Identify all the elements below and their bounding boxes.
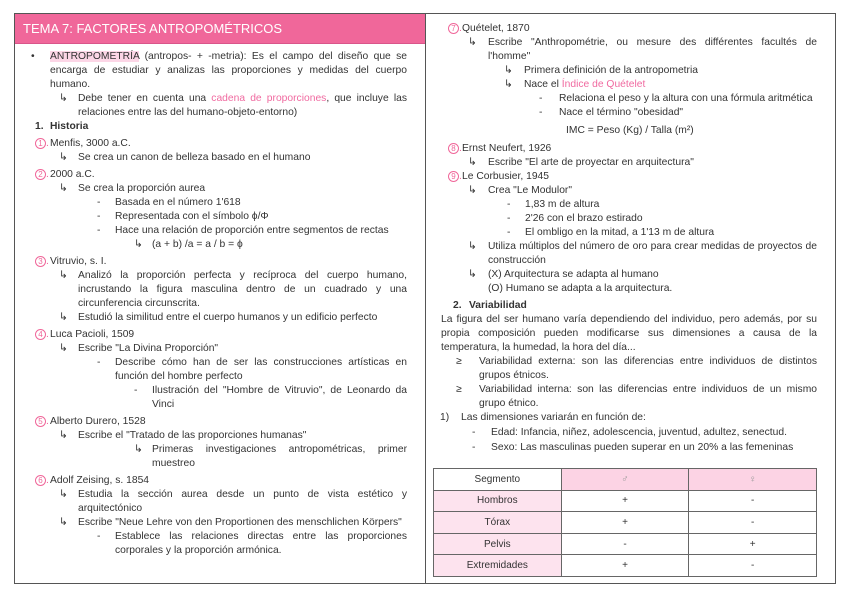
timeline-item bbox=[15, 168, 425, 182]
dot: . bbox=[46, 475, 49, 486]
arrow-icon: ↳ bbox=[504, 65, 513, 76]
table-row bbox=[434, 512, 817, 534]
list-item bbox=[426, 212, 835, 226]
cell: Tórax bbox=[434, 512, 562, 534]
list-number: 1) bbox=[440, 412, 450, 423]
text: El ombligo en la mitad, a 1'13 m de altura bbox=[525, 227, 715, 238]
segment-table bbox=[433, 468, 817, 577]
timeline-item bbox=[426, 22, 835, 36]
list-item bbox=[426, 92, 835, 106]
list-item bbox=[426, 198, 835, 212]
text: Escribe "La Divina Proporción" bbox=[78, 343, 219, 354]
list-item bbox=[426, 156, 835, 170]
male-icon: ♂ bbox=[561, 469, 689, 491]
list-item bbox=[15, 516, 425, 530]
page-title: TEMA 7: FACTORES ANTROPOMÉTRICOS bbox=[15, 14, 425, 44]
dash: - bbox=[539, 93, 543, 104]
list-item bbox=[15, 530, 425, 558]
header-segmento: Segmento bbox=[434, 469, 562, 491]
section-number: 2. bbox=[453, 300, 462, 311]
section-title: Variabilidad bbox=[469, 300, 527, 311]
text: Edad: Infancia, niñez, adolescencia, juventud, adultez, senectud. bbox=[491, 427, 787, 438]
dot: . bbox=[459, 143, 462, 154]
list-item bbox=[426, 282, 835, 296]
right-page bbox=[425, 13, 836, 584]
text: (a + b) /a = a / b = ϕ bbox=[152, 239, 243, 250]
dot: . bbox=[46, 138, 49, 149]
list-item bbox=[426, 184, 835, 198]
list-item bbox=[15, 356, 425, 384]
item-title: Menfis, 3000 a.C. bbox=[50, 138, 131, 149]
list-item bbox=[426, 441, 835, 455]
circled-number-icon: 4 bbox=[35, 329, 46, 340]
cell: Hombros bbox=[434, 490, 562, 512]
arrow-icon: ↳ bbox=[468, 157, 477, 168]
text: Se crea la proporción aurea bbox=[78, 183, 206, 194]
text: Crea "Le Modulor" bbox=[488, 185, 573, 196]
definition-text: (antropos- + -metria): Es el campo del diseño que se encarga de estudiar y analizas las proporciones y medidas del cuerpo humano. bbox=[50, 51, 407, 90]
text: Escribe "Neue Lehre von den Proportionen des menschlichen Körpers" bbox=[78, 517, 402, 528]
list-item bbox=[15, 224, 425, 238]
text: Representada con el símbolo ϕ/Φ bbox=[115, 211, 269, 222]
list-item bbox=[426, 106, 835, 120]
imc-formula: IMC = Peso (Kg) / Talla (m²) bbox=[566, 125, 694, 136]
circled-number-icon: 6 bbox=[35, 475, 46, 486]
item-title: Vitruvio, s. I. bbox=[50, 256, 107, 267]
list-item bbox=[15, 269, 425, 311]
ge-icon: ≥ bbox=[456, 356, 462, 367]
arrow-icon: ↳ bbox=[468, 185, 477, 196]
timeline-item bbox=[426, 170, 835, 184]
arrow-icon: ↳ bbox=[59, 489, 68, 500]
text: Sexo: Las masculinas pueden superar en un 20% a las femeninas bbox=[491, 442, 794, 453]
list-item bbox=[15, 384, 425, 412]
text: Basada en el número 1'618 bbox=[115, 197, 241, 208]
highlight-text: Índice de Quételet bbox=[561, 79, 646, 90]
text: Estudia la sección aurea desde un punto de vista estético y arquitectónico bbox=[78, 489, 407, 514]
text: Relaciona el peso y la altura con una fórmula aritmética bbox=[559, 93, 813, 104]
circled-number-icon: 7 bbox=[448, 23, 459, 34]
circled-number-icon: 5 bbox=[35, 416, 46, 427]
dash: - bbox=[97, 211, 101, 222]
dot: . bbox=[46, 169, 49, 180]
cell: Extremidades bbox=[434, 555, 562, 577]
text: Analizó la proporción perfecta y recíproca del cuerpo humano, incrustando la figura masculina dentro de un cuadrado y una circunferencia circunscrita. bbox=[78, 270, 407, 309]
arrow-icon: ↳ bbox=[59, 343, 68, 354]
cell: - bbox=[689, 512, 817, 534]
list-item bbox=[426, 240, 835, 268]
dot: . bbox=[459, 171, 462, 182]
arrow-icon: ↳ bbox=[59, 270, 68, 281]
arrow-icon: ↳ bbox=[468, 269, 477, 280]
term-highlight: ANTROPOMETRÍA bbox=[50, 51, 140, 62]
list-item bbox=[426, 36, 835, 64]
cell: + bbox=[561, 555, 689, 577]
text: Describe cómo han de ser las construcciones artísticas en función del hombre perfecto bbox=[115, 357, 407, 382]
text: Escribe "Anthropométrie, ou mesure des différentes facultés de l'homme" bbox=[488, 37, 817, 62]
item-title: 2000 a.C. bbox=[50, 169, 95, 180]
cell: - bbox=[689, 490, 817, 512]
text: Variabilidad interna: son las diferencias entre individuos de un mismo grupo étnico. bbox=[479, 384, 817, 409]
section-heading bbox=[15, 120, 425, 134]
text: Escribe el "Tratado de las proporciones humanas" bbox=[78, 430, 307, 441]
timeline-item bbox=[15, 137, 425, 151]
arrow-icon: ↳ bbox=[59, 93, 68, 104]
text: Hace una relación de proporción entre segmentos de rectas bbox=[115, 225, 389, 236]
circled-number-icon: 2 bbox=[35, 169, 46, 180]
text: Escribe "El arte de proyectar en arquitectura" bbox=[488, 157, 694, 168]
table-row bbox=[434, 490, 817, 512]
arrow-icon: ↳ bbox=[504, 79, 513, 90]
list-item bbox=[426, 383, 835, 411]
arrow-icon: ↳ bbox=[59, 312, 68, 323]
arrow-icon: ↳ bbox=[59, 517, 68, 528]
female-icon: ♀ bbox=[689, 469, 817, 491]
cell: + bbox=[689, 533, 817, 555]
list-item bbox=[15, 429, 425, 443]
dash: - bbox=[472, 442, 476, 453]
item-title: Quételet, 1870 bbox=[462, 23, 530, 34]
dash: - bbox=[539, 107, 543, 118]
list-item bbox=[15, 182, 425, 196]
text: Estudió la similitud entre el cuerpo humanos y un edificio perfecto bbox=[78, 312, 378, 323]
cell: Pelvis bbox=[434, 533, 562, 555]
section-number: 1. bbox=[35, 121, 44, 132]
dash: - bbox=[507, 227, 511, 238]
text: Primera definición de la antropometria bbox=[524, 65, 698, 76]
cell: + bbox=[561, 512, 689, 534]
circled-number-icon: 3 bbox=[35, 256, 46, 267]
cell: - bbox=[689, 555, 817, 577]
section-heading bbox=[426, 299, 835, 313]
text: Establece las relaciones directas entre las proporciones corporales y la proporción armónica. bbox=[115, 531, 407, 556]
list-item bbox=[15, 196, 425, 210]
circled-number-icon: 1 bbox=[35, 138, 46, 149]
list-item bbox=[15, 443, 425, 471]
item-title: Alberto Durero, 1528 bbox=[50, 416, 146, 427]
list-item bbox=[15, 342, 425, 356]
text: Nace el bbox=[524, 79, 562, 90]
text: 1,83 m de altura bbox=[525, 199, 600, 210]
timeline-item bbox=[15, 474, 425, 488]
list-item bbox=[426, 64, 835, 78]
ge-icon: ≥ bbox=[456, 384, 462, 395]
paragraph: La figura del ser humano varía dependiendo del individuo, pero además, por su propia composición pueden modificarse sus dimensiones a causa de la temperatura, la humedad, la hora del día... bbox=[441, 314, 817, 353]
table-header bbox=[434, 469, 817, 491]
list-item bbox=[15, 151, 425, 165]
item-title: Luca Pacioli, 1509 bbox=[50, 329, 135, 340]
list-item bbox=[426, 268, 835, 282]
dash: - bbox=[472, 427, 476, 438]
dot: . bbox=[459, 23, 462, 34]
circled-number-icon: 8 bbox=[448, 143, 459, 154]
table-row bbox=[434, 555, 817, 577]
formula bbox=[15, 238, 425, 252]
dot: . bbox=[46, 329, 49, 340]
dash: - bbox=[507, 199, 511, 210]
text: 2'26 con el brazo estirado bbox=[525, 213, 643, 224]
timeline-item bbox=[15, 415, 425, 429]
dot: . bbox=[46, 416, 49, 427]
arrow-icon: ↳ bbox=[59, 183, 68, 194]
item-title: Ernst Neufert, 1926 bbox=[462, 143, 552, 154]
cell: - bbox=[561, 533, 689, 555]
text: Se crea un canon de belleza basado en el humano bbox=[78, 152, 311, 163]
dash: - bbox=[97, 225, 101, 236]
list-item bbox=[426, 426, 835, 440]
text: Nace el término "obesidad" bbox=[559, 107, 684, 118]
dash: - bbox=[507, 213, 511, 224]
text: Variabilidad externa: son las diferencias entre individuos de distintos grupos étnicos. bbox=[479, 356, 817, 381]
arrow-icon: ↳ bbox=[468, 37, 477, 48]
dash: - bbox=[97, 357, 101, 368]
arrow-icon: ↳ bbox=[134, 239, 143, 250]
list-item bbox=[426, 78, 835, 92]
text: (O) Humano se adapta a la arquitectura. bbox=[488, 283, 673, 294]
list-item bbox=[15, 488, 425, 516]
list-item bbox=[15, 210, 425, 224]
list-item bbox=[426, 226, 835, 240]
text: Primeras investigaciones antropométricas, primer muestreo bbox=[152, 444, 407, 469]
list-item bbox=[426, 355, 835, 383]
arrow-icon: ↳ bbox=[59, 152, 68, 163]
circled-number-icon: 9 bbox=[448, 171, 459, 182]
cell: + bbox=[561, 490, 689, 512]
timeline-item bbox=[15, 255, 425, 269]
timeline-item bbox=[15, 328, 425, 342]
dash: - bbox=[134, 385, 138, 396]
section-title: Historia bbox=[50, 121, 89, 132]
arrow-icon: ↳ bbox=[134, 444, 143, 455]
item-title: Adolf Zeising, s. 1854 bbox=[50, 475, 150, 486]
list-item bbox=[15, 311, 425, 325]
arrow-icon: ↳ bbox=[468, 241, 477, 252]
list-item bbox=[15, 92, 425, 120]
text: Debe tener en cuenta una bbox=[78, 93, 212, 104]
dot: . bbox=[46, 256, 49, 267]
arrow-icon: ↳ bbox=[59, 430, 68, 441]
text: (X) Arquitectura se adapta al humano bbox=[488, 269, 659, 280]
list-item bbox=[426, 411, 835, 425]
text: Ilustración del "Hombre de Vitruvio", de Leonardo da Vinci bbox=[152, 385, 407, 410]
item-title: Le Corbusier, 1945 bbox=[462, 171, 550, 182]
highlight-text: cadena de proporciones bbox=[211, 93, 327, 104]
timeline-item bbox=[426, 142, 835, 156]
bullet-icon: • bbox=[31, 51, 35, 62]
table-row bbox=[434, 533, 817, 555]
text: Las dimensiones variarán en función de: bbox=[461, 412, 646, 423]
text: , que incluye las relaciones entre las del humano-objeto-entorno) bbox=[78, 93, 407, 118]
dash: - bbox=[97, 531, 101, 542]
dash: - bbox=[97, 197, 101, 208]
text: Utiliza múltiplos del número de oro para crear medidas de proyectos de construcción bbox=[488, 241, 817, 266]
definition bbox=[15, 50, 425, 92]
left-page bbox=[14, 13, 426, 584]
